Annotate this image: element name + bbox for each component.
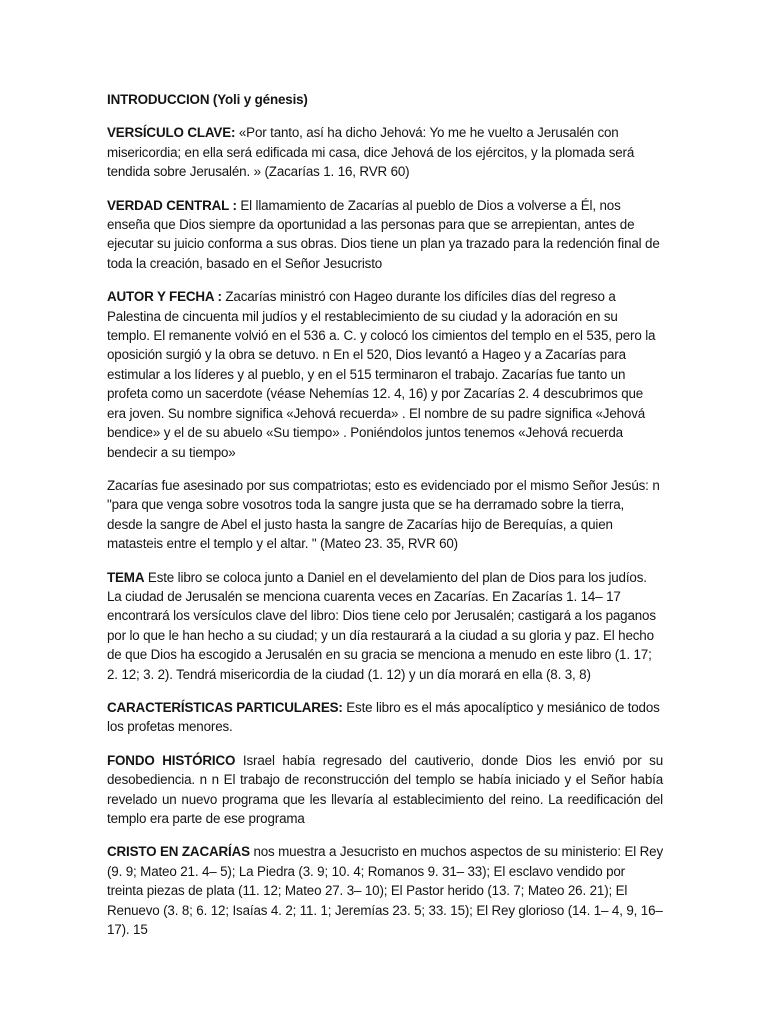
text-zacarias-asesinado: Zacarías fue asesinado por sus compatriotas; esto es evidenciado por el mismo Señor Jesús: n "para que venga sobre vosotros toda la sangre justa que se ha derramado sobre la tierra, desde la sangre de Abel el justo hasta la sangre de Zacarías hijo de Berequías, a quien matasteis entre el templo y el altar. " (Mateo 23. 35, RVR 60) xyxy=(107,477,660,552)
text-versiculo-clave: «Por tanto, así ha dicho Jehová: Yo me he vuelto a Jerusalén con misericordia; en ella será edificada mi casa, dice Jehová de los ejércitos, y la plomada será tendida sobre Jerusalén. » (Zacarías 1. 16, RVR 60) xyxy=(107,125,635,180)
paragraph-fondo-historico xyxy=(107,751,663,829)
paragraph-cristo-en-zacarias xyxy=(107,842,663,939)
heading-tema: TEMA xyxy=(107,569,145,585)
title-text: INTRODUCCION (Yoli y génesis) xyxy=(107,92,308,107)
text-verdad-central: El llamamiento de Zacarías al pueblo de Dios a volverse a Él, nos enseña que Dios siempre da oportunidad a las personas para que se arrepientan, antes de ejecutar su juicio conforma a sus obras. Dios tiene un plan ya trazado para la redención final de toda la creación, basado en el Señor Jesucristo xyxy=(107,197,660,271)
paragraph-autor-fecha xyxy=(107,287,663,462)
text-fondo-historico: Israel había regresado del cautiverio, donde Dios les envió por su desobediencia. n n El trabajo de reconstrucción del templo se había iniciado y el Señor había revelado un nuevo programa que les llevaría al establecimiento del reino. La reedificación del templo era parte de ese programa xyxy=(107,752,664,826)
paragraph-zacarias-asesinado xyxy=(107,476,663,554)
heading-fondo-historico: FONDO HISTÓRICO xyxy=(107,752,236,768)
paragraph-verdad-central xyxy=(107,196,663,274)
text-tema: Este libro se coloca junto a Daniel en el develamiento del plan de Dios para los judíos. La ciudad de Jerusalén se menciona cuarenta veces en Zacarías. En Zacarías 1. 14– 17 encontrará los versículos clave del libro: Dios tiene celo por Jerusalén; castigará a los paganos por lo que le han hecho a su ciudad; y un día restaurará a la ciudad a su gloria y paz. El hecho de que Dios ha escogido a Jerusalén en su gracia se menciona a menudo en este libro (1. 17; 2. 12; 3. 2). Tendrá misericordia de la ciudad (1. 12) y un día morará en ella (8. 3, 8) xyxy=(107,569,656,682)
text-autor-fecha: Zacarías ministró con Hageo durante los difíciles días del regreso a Palestina de cincuenta mil judíos y el restablecimiento de su ciudad y la adoración en su templo. El remanente volvió en el 536 a. C. y colocó los cimientos del templo en el 535, pero la oposición surgió y la obra se detuvo. n En el 520, Dios levantó a Hageo y a Zacarías para estimular a los líderes y al pueblo, y en el 515 terminaron el trabajo. Zacarías fue tanto un profeta como un sacerdote (véase Nehemías 12. 4, 16) y por Zacarías 2. 4 descubrimos que era joven. Su nombre significa «Jehová recuerda» . El nombre de su padre significa «Jehová bendice» y el de su abuelo «Su tiempo» . Poniéndolos juntos tenemos «Jehová recuerda bendecir a su tiempo» xyxy=(107,289,656,460)
heading-autor-fecha: AUTOR Y FECHA : xyxy=(107,289,222,305)
heading-versiculo-clave: VERSÍCULO CLAVE: xyxy=(107,125,236,141)
heading-cristo-en-zacarias: CRISTO EN ZACARÍAS xyxy=(107,844,250,860)
text-caracteristicas: Este libro es el más apocalíptico y mesiánico de todos los profetas menores. xyxy=(107,699,660,735)
paragraph-tema xyxy=(107,568,663,684)
heading-verdad-central: VERDAD CENTRAL : xyxy=(107,197,237,213)
text-cristo-en-zacarias: nos muestra a Jesucristo en muchos aspectos de su ministerio: El Rey (9. 9; Mateo 21. 4– 5); La Piedra (3. 9; 10. 4; Romanos 9. 31– 33); El esclavo vendido por treinta piezas de plata (11. 12; Mateo 27. 3– 10); El Pastor herido (13. 7; Mateo 26. 21); El Renuevo (3. 8; 6. 12; Isaías 4. 2; 11. 1; Jeremías 23. 5; 33. 15); El Rey glorioso (14. 1– 4, 9, 16– 17). 15 xyxy=(107,844,664,938)
paragraph-caracteristicas xyxy=(107,698,663,737)
paragraph-versiculo-clave xyxy=(107,123,663,181)
document-body xyxy=(107,90,663,953)
heading-caracteristicas: CARACTERÍSTICAS PARTICULARES: xyxy=(107,699,343,715)
document-title xyxy=(107,90,663,109)
